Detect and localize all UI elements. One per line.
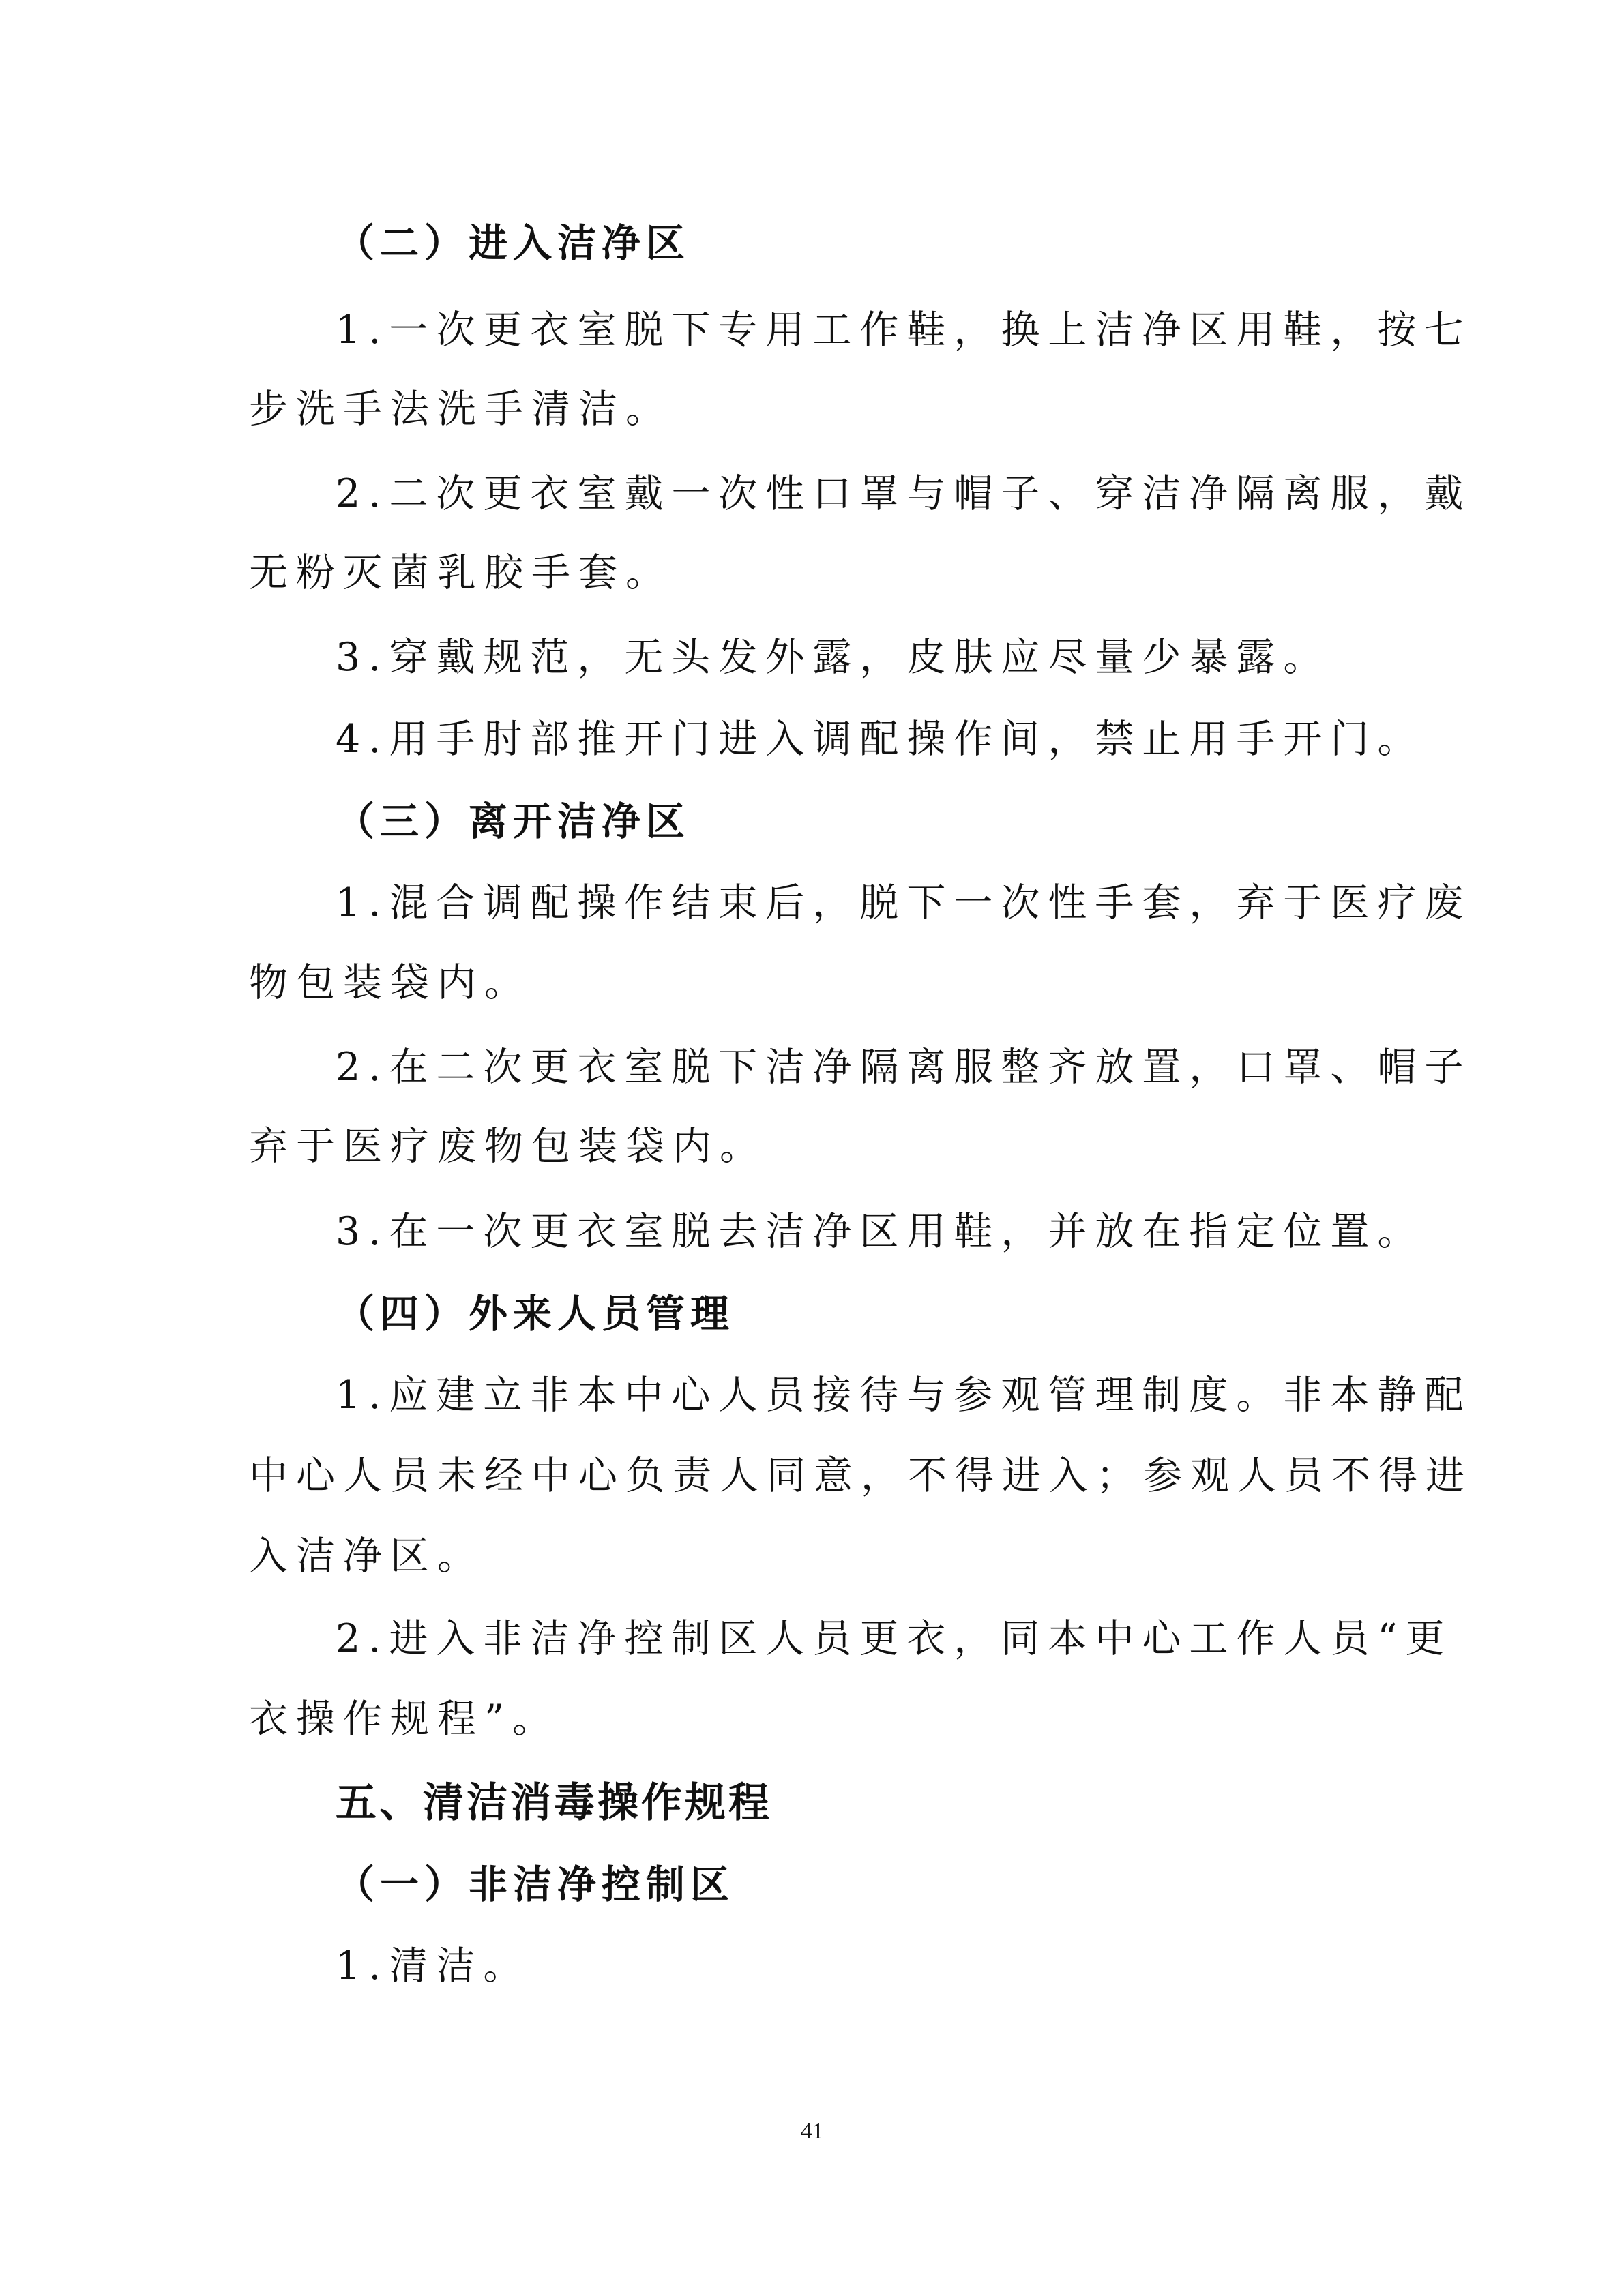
- paragraph-line: 1.应建立非本中心人员接待与参观管理制度。非本静配: [336, 1373, 1472, 1418]
- paragraph-line: 2.在二次更衣室脱下洁净隔离服整齐放置，口罩、帽子: [336, 1045, 1472, 1090]
- subsection-title: （三）离开洁净区: [336, 799, 690, 844]
- paragraph-line: 4.用手肘部推开门进入调配操作间，禁止用手开门。: [336, 717, 1425, 762]
- paragraph-line: 3.在一次更衣室脱去洁净区用鞋，并放在指定位置。: [336, 1209, 1425, 1254]
- paragraph-line: 3.穿戴规范，无头发外露，皮肤应尽量少暴露。: [336, 635, 1331, 680]
- paragraph-line: 中心人员未经中心负责人同意，不得进入；参观人员不得进: [249, 1453, 1473, 1498]
- paragraph-line: 1.混合调配操作结束后，脱下一次性手套，弃于医疗废: [336, 880, 1472, 925]
- paragraph-line: 2.二次更衣室戴一次性口罩与帽子、穿洁净隔离服，戴: [336, 471, 1472, 516]
- paragraph-line: 1.清洁。: [336, 1943, 531, 1988]
- paragraph-line: 衣操作规程”。: [249, 1697, 560, 1742]
- subsection-title: （一）非洁净控制区: [336, 1862, 735, 1907]
- page-number: 41: [800, 2119, 824, 2144]
- paragraph-line: 2.进入非洁净控制区人员更衣，同本中心工作人员“更: [336, 1616, 1453, 1661]
- paragraph-line: 1.一次更衣室脱下专用工作鞋，换上洁净区用鞋，按七: [336, 308, 1472, 353]
- section-heading: 五、清洁消毒操作规程: [336, 1779, 772, 1827]
- paragraph-line: 步洗手法洗手清洁。: [249, 387, 673, 432]
- paragraph-line: 物包装袋内。: [249, 960, 531, 1005]
- paragraph-line: 无粉灭菌乳胶手套。: [249, 550, 673, 595]
- paragraph-line: 弃于医疗废物包装袋内。: [249, 1124, 767, 1169]
- subsection-title: （二）进入洁净区: [336, 220, 690, 266]
- subsection-title: （四）外来人员管理: [336, 1291, 735, 1337]
- paragraph-line: 入洁净区。: [249, 1534, 484, 1579]
